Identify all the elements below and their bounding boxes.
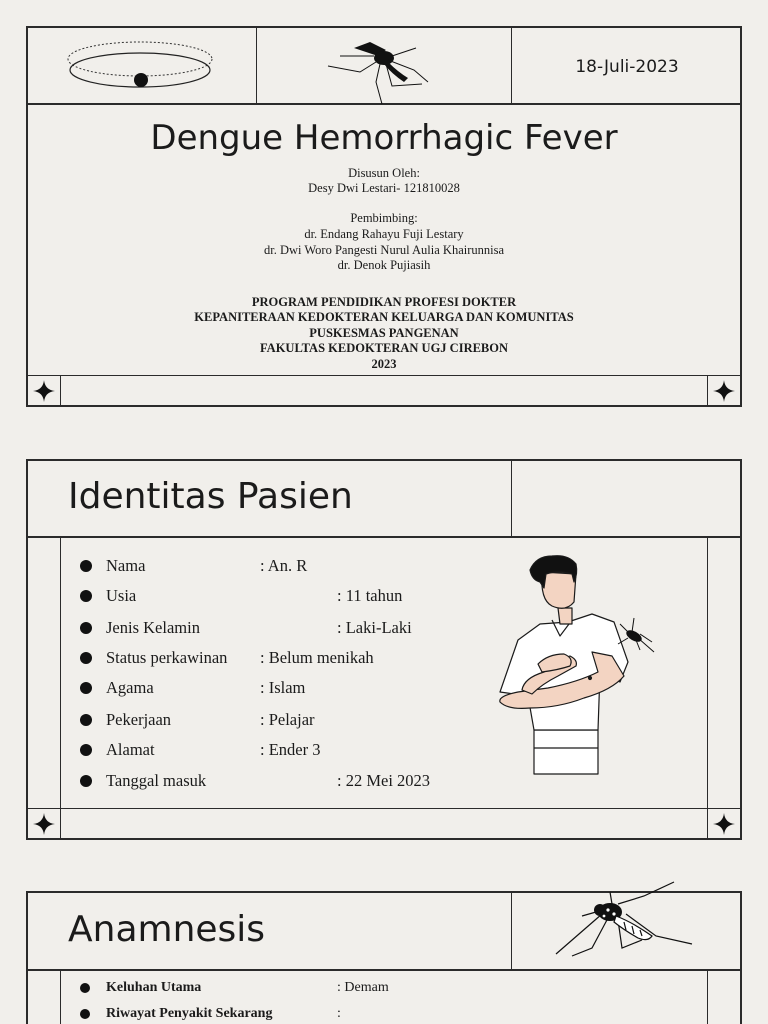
field-value: : 22 Mei 2023 [337,771,431,790]
list-item [80,1004,480,1024]
list-item [80,617,480,639]
list-item [80,770,480,792]
supervisor-label: Pembimbing: [350,211,418,225]
institution-line: PROGRAM PENDIDIKAN PROFESI DOKTER [251,295,517,309]
field-value: : Laki-Laki [337,618,412,637]
mosquito-icon [326,38,430,104]
field-label: Riwayat Penyakit Sekarang [106,1006,273,1021]
field-label: Agama [106,678,154,697]
field-value: : Pelajar [260,710,315,729]
field-label: Status perkawinan [106,648,228,667]
institution-line: PUSKESMAS PANGENAN [309,326,459,340]
aedes-mosquito-icon [552,878,696,958]
supervisor-name: dr. Denok Pujiasih [337,258,431,272]
sparkle-icon [711,811,737,837]
list-item [80,739,480,761]
field-label: Alamat [106,740,155,759]
list-item [80,647,480,669]
supervisor-name: dr. Endang Rahayu Fuji Lestary [304,227,464,241]
field-value: : Islam [260,678,306,697]
institution-line: KEPANITERAAN KEDOKTERAN KELUARGA DAN KOMUNITAS [194,310,574,324]
author-name: Desy Dwi Lestari- 121810028 [308,181,460,195]
list-item [80,555,480,577]
institution-year: 2023 [371,357,397,371]
section-title: Identitas Pasien [68,476,353,517]
authored-by-label: Disusun Oleh: [348,166,420,180]
list-item [80,709,480,731]
sparkle-icon [31,811,57,837]
field-label: Pekerjaan [106,710,172,729]
supervisor-name: dr. Dwi Woro Pangesti Nurul Aulia Khairunnisa [263,243,505,257]
list-item [80,585,480,607]
field-label: Keluhan Utama [106,980,202,995]
list-item [80,978,480,998]
field-value: : [337,1006,341,1021]
field-value: : An. R [260,556,308,575]
field-label: Usia [106,586,137,605]
field-value: : Demam [337,980,389,995]
sparkle-icon [711,378,737,404]
field-label: Nama [106,556,146,575]
institution-line: FAKULTAS KEDOKTERAN UGJ CIREBON [259,341,509,355]
sparkle-icon [31,378,57,404]
list-item [80,677,480,699]
orbit-icon [66,36,216,94]
field-value: : Belum menikah [260,648,374,667]
field-value: : Ender 3 [260,740,321,759]
section-title: Anamnesis [68,909,266,950]
field-label: Tanggal masuk [106,771,207,790]
boy-scratching-arm-illustration [488,552,660,780]
field-value: : 11 tahun [337,586,403,605]
field-label: Jenis Kelamin [106,618,200,637]
presentation-date: 18-Juli-2023 [575,57,679,77]
presentation-title: Dengue Hemorrhagic Fever [150,118,618,158]
